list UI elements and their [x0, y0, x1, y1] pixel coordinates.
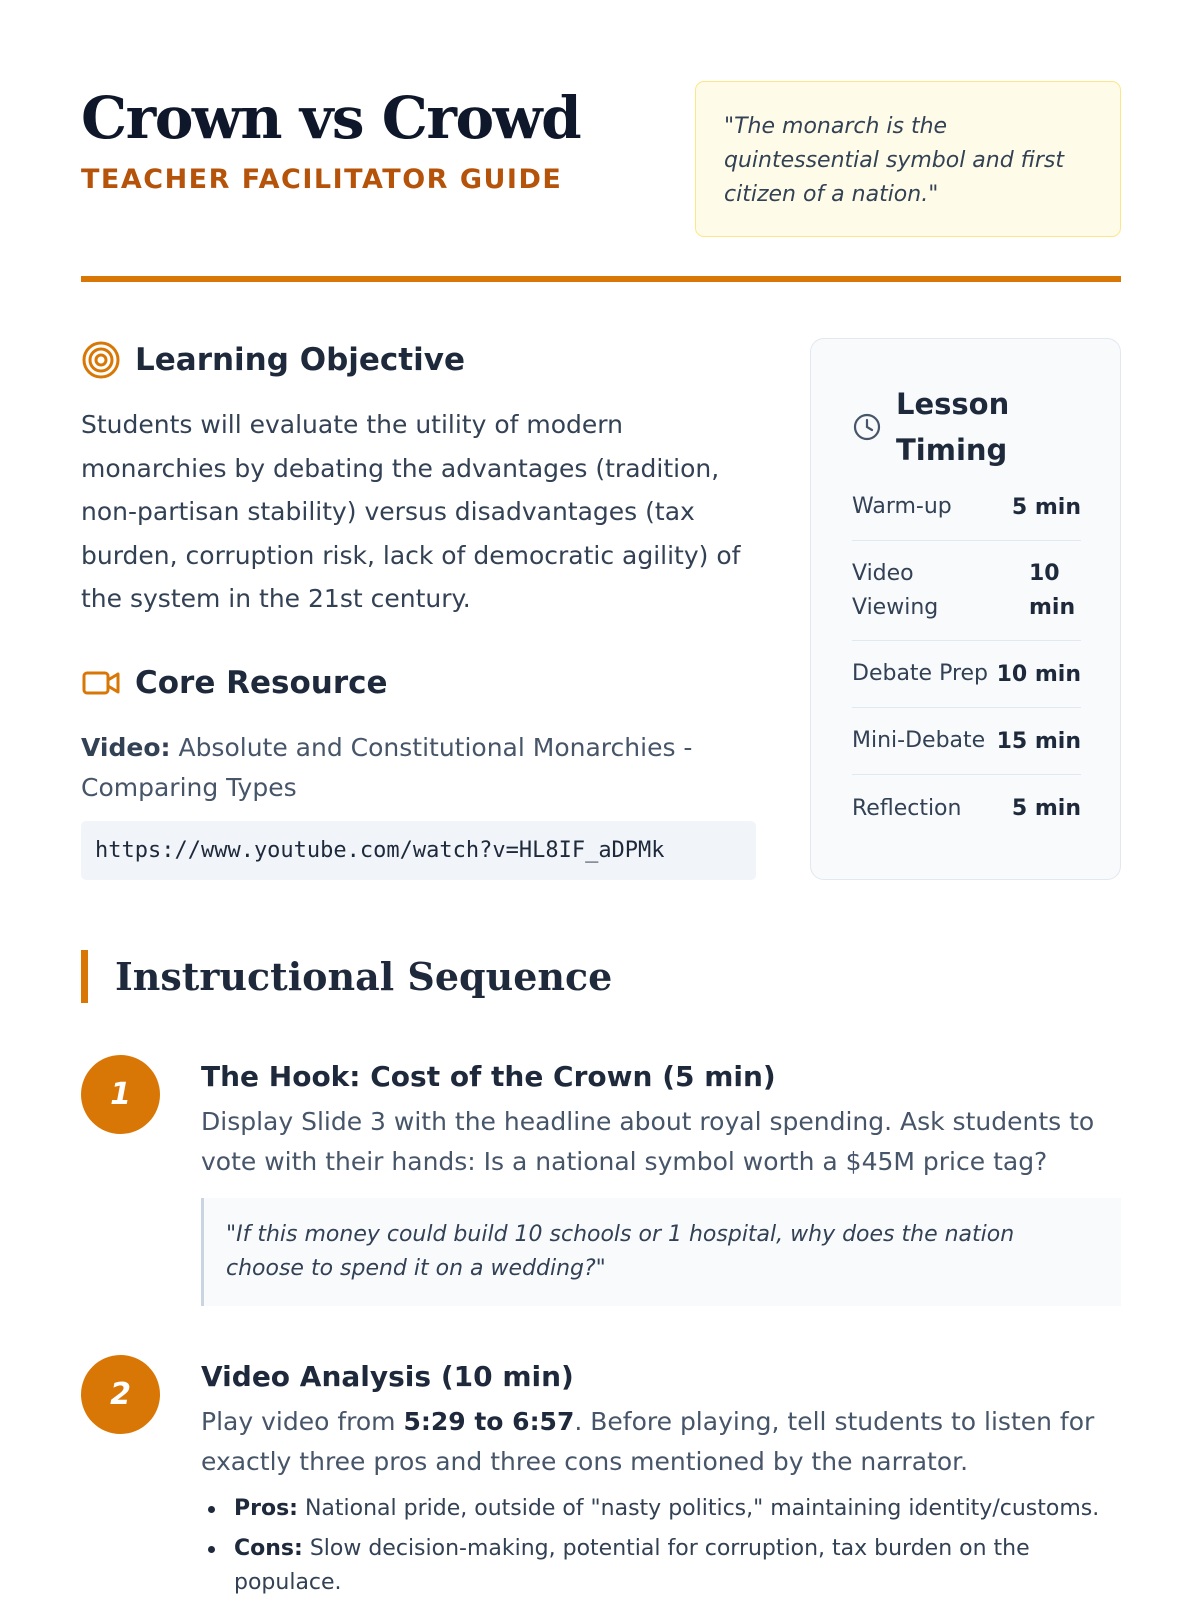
timing-label: Warm-up: [852, 494, 952, 519]
lesson-timing-card: [810, 338, 1121, 880]
step-description: Display Slide 3 with the headline about royal spending. Ask students to vote with their hands: Is a national symbol worth a $45M price tag?: [201, 1107, 1095, 1176]
video-label: Video:: [81, 733, 171, 762]
timing-header: [852, 381, 1046, 473]
step-number-badge: 1: [81, 1055, 160, 1134]
timing-label: Mini-Debate: [852, 728, 986, 753]
pros-cons-list: [201, 1492, 1121, 1600]
timing-duration: 10 min: [996, 661, 1081, 687]
step-number-badge: 2: [81, 1355, 160, 1434]
timing-label: Debate Prep: [852, 661, 989, 686]
video-url[interactable]: https://www.youtube.com/watch?v=HL8IF_aDPMk: [81, 821, 756, 880]
step-description-text: . Before playing, tell students to listen for exactly three pros and three cons mentioned by the narrator.: [201, 1407, 1095, 1476]
timing-duration: 5 min: [1011, 796, 1081, 821]
step-title: The Hook: Cost of the Crown (5 min): [201, 1060, 776, 1093]
bullet-label: Pros:: [234, 1496, 298, 1521]
resource-heading: Core Resource: [135, 665, 388, 701]
page-title: Crown vs Crowd: [81, 84, 581, 152]
timing-duration: 15 min: [996, 728, 1081, 754]
video-description: [81, 728, 761, 808]
sequence-heading: Instructional Sequence: [115, 954, 613, 999]
objective-header: [81, 340, 465, 380]
timing-row: [852, 474, 1081, 541]
step-1: [201, 1058, 1121, 1306]
objective-text: Students will evaluate the utility of modern monarchies by debating the advantages (tradition, non-partisan stability) versus disadvantages (tax burden, corruption risk, lack of democratic agility) of the system in the 21st century.: [81, 410, 741, 613]
step-description: [201, 1402, 1121, 1482]
timing-heading: Lesson Timing: [896, 387, 1010, 467]
step-discussion-quote: "If this money could build 10 schools or 1 hospital, why does the nation choose to spend it on a wedding?": [201, 1198, 1121, 1306]
header-quote-box: [695, 81, 1121, 237]
timing-row: [852, 541, 1081, 641]
objective-heading: Learning Objective: [135, 342, 465, 378]
timing-row: [852, 708, 1081, 775]
step-2: [201, 1358, 1121, 1600]
timing-duration: 5 min: [1011, 494, 1081, 520]
step-description-text: Play video from: [201, 1407, 404, 1436]
resource-header: [81, 663, 388, 703]
bullet-label: Cons:: [234, 1536, 303, 1561]
timing-label: Reflection: [852, 795, 962, 821]
step-title: Video Analysis (10 min): [201, 1360, 574, 1393]
bullet-text: National pride, outside of "nasty politics," maintaining identity/customs.: [297, 1496, 1100, 1521]
timing-row: [852, 641, 1081, 708]
target-icon: [81, 340, 121, 380]
clock-icon: [852, 412, 882, 442]
header-divider: [81, 276, 1121, 282]
video-camera-icon: [81, 663, 121, 703]
sequence-header: [81, 950, 612, 1003]
timing-label: Video Viewing: [852, 560, 939, 620]
video-title: Absolute and Constitutional Monarchies - Comparing Types: [81, 733, 693, 802]
list-item: [201, 1492, 1121, 1526]
list-item: [201, 1532, 1121, 1600]
timing-list: [852, 474, 1081, 842]
guide-page: [81, 0, 1121, 1600]
page-subtitle: TEACHER FACILITATOR GUIDE: [81, 164, 563, 195]
timing-duration: 10 min: [1029, 560, 1076, 620]
bullet-text: Slow decision-making, potential for corruption, tax burden on the populace.: [234, 1536, 1030, 1595]
header-quote: "The monarch is the quintessential symbol and first citizen of a nation.": [724, 114, 1065, 207]
timing-row: [852, 775, 1081, 842]
video-timestamp: 5:29 to 6:57: [403, 1407, 575, 1436]
